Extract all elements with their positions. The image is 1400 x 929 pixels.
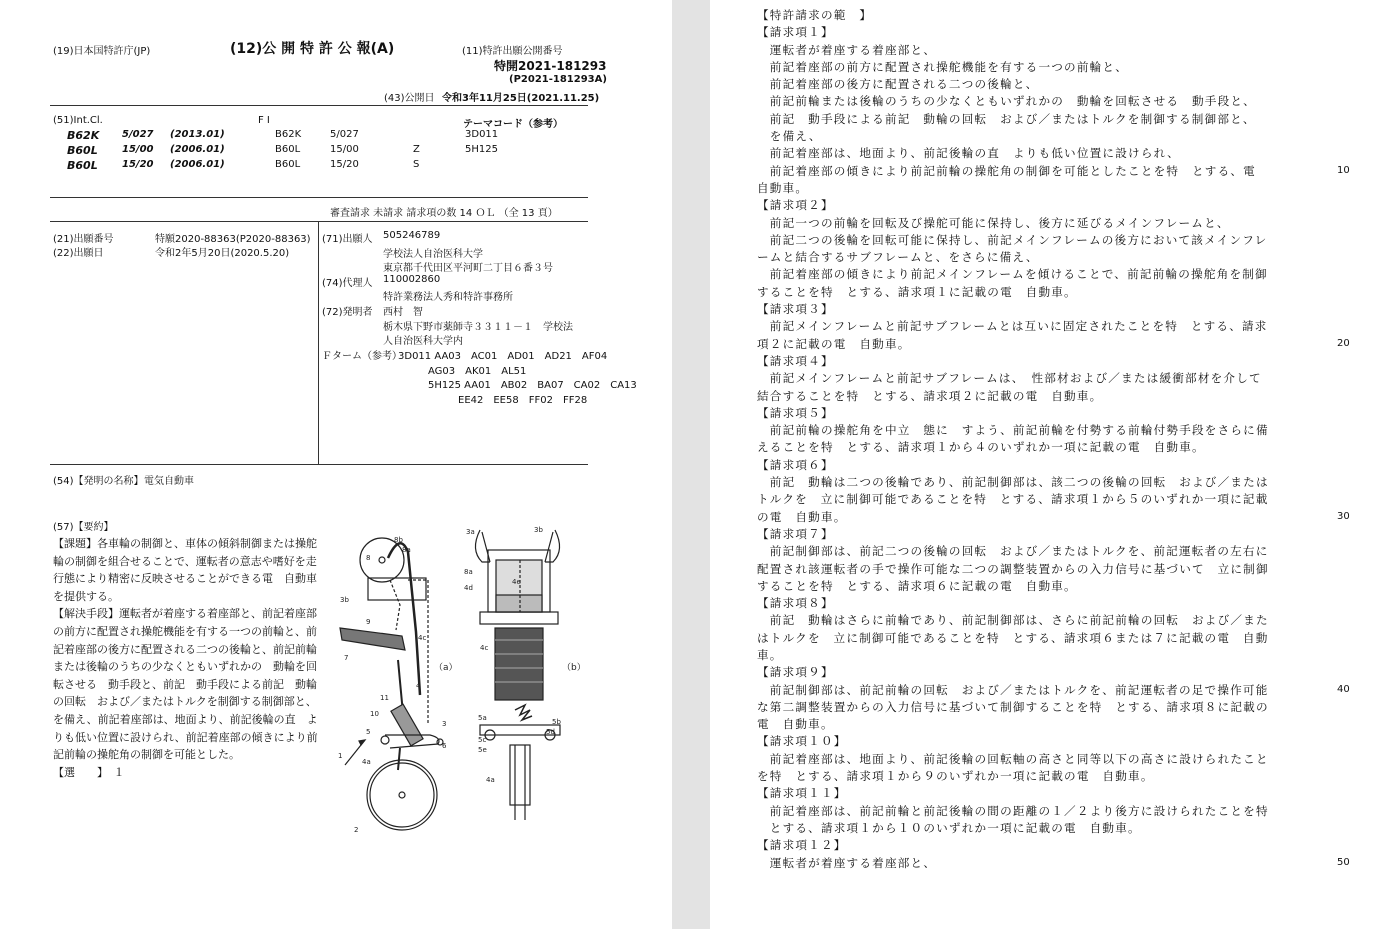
claim-heading: 【請求項１１】 [757,786,847,801]
claim-line: とする、請求項１から１０のいずれか一項に記載の電 自動車。 [757,820,1141,835]
ref-4e: 4e [512,578,521,586]
claim-heading: 【請求項１２】 [757,838,847,853]
ref-9: 9 [366,618,371,626]
claim-line: することを特 とする、請求項６に記載の電 自動車。 [757,578,1077,593]
claim-heading: 【請求項３】 [757,302,834,317]
ref-2: 2 [354,826,359,834]
claim-line: 前記着座部は、前記前輪と前記後輪の間の距離の１／２より後方に設けられたことを特 [757,803,1269,818]
class-theme: 3D011 [465,129,499,140]
claim-line: 前記 動手段による前記 動輪の回転 および／またはトルクを制御する制御部と、 [757,111,1256,126]
class-ipc: B62K [67,129,100,142]
claim-line: 前記前輪または後輪のうちの少なくともいずれかの 動輪を回転させる 動手段と、 [757,94,1256,109]
office-label: (19)日本国特許庁(JP) [53,46,151,57]
claim-heading: 【請求項６】 [757,457,834,472]
claim-line: することを特 とする、請求項１に記載の電 自動車。 [757,284,1077,299]
ref-3a: 3a [466,528,475,536]
title-label: (54)【発明の名称】 [53,476,144,487]
ref-3: 3 [442,720,447,728]
claim-heading: 【請求項８】 [757,596,834,611]
publication-date: 令和3年11月25日(2021.11.25) [442,93,600,104]
claim-line: 前記着座部は、地面より、前記後輪の回転軸の高さと同等以下の高さに設けられたこと [757,751,1269,766]
class-code: Z [413,144,420,155]
ref-8a: 8a [402,546,411,554]
divider [318,221,319,464]
claim-line: 項２に記載の電 自動車。 [757,336,911,351]
ref-6: 6 [442,742,447,750]
abstract-solution: 【解決手段】運転者が着座する着座部と、前記着座部の前方に配置され操舵機能を有する一つの前輪と、前記着座部の後方に配置される二つの後輪と、前記前輪または後輪のうちの少なくともいずれかの 動輪を回転させる 動手段と、前記 動手段による前記 動輪の回転 および／またはトルクを制御する制御部と、を備え、前記着座部は、地面より、前記後輪の直 よりも低い位置に設けられ、前記着座部の傾きにより前記前輪の操舵角の制御を可能とした。 [53,607,318,762]
class-ipc: B60L [67,144,98,157]
representative-drawing [330,520,590,844]
claim-line: 前記前輪の操舵角を中立 態に すよう、前記前輪を付勢する前輪付勢手段をさらに備 [757,423,1269,438]
claim-line: を備え、 [757,129,822,144]
class-sub: 5/027 [122,129,154,140]
class-theme: 5H125 [465,144,498,155]
class-fi: B62K [275,129,302,140]
line-number: 40 [1337,684,1350,695]
claim-line: 前記着座部は、地面より、前記後輪の直 よりも低い位置に設けられ、 [757,146,1180,161]
theme-code-label: テーマコード（参考） [463,119,563,130]
ref-4c: 4c [418,634,427,642]
claim-line: 自動車。 [757,180,809,195]
class-fisub: 15/20 [330,159,359,170]
class-fi: B60L [275,144,301,155]
page-gap [672,0,710,929]
claim-line: 前記制御部は、前記二つの後輪の回転 および／またはトルクを、前記運転者の左右に [757,544,1269,559]
class-ver: (2013.01) [170,129,225,140]
claim-line: 運転者が着座する着座部と、 [757,42,937,57]
fterm-line: 5H125 AA01 AB02 BA07 CA02 CA13 [398,380,637,392]
claim-line: を特 とする、請求項１から９のいずれか一項に記載の電 自動車。 [757,769,1154,784]
claim-line: 前記制御部は、前記前輪の回転 および／またはトルクを、前記運転者の足で操作可能 [757,682,1269,697]
fi-label: F I [258,115,270,126]
biblio-value: 505246789 [383,230,441,241]
divider [50,464,588,465]
claim-line: 前記メインフレームと前記サブフレームは、 性部材および／または緩衝部材を介して [757,371,1262,386]
claim-heading: 【請求項５】 [757,405,834,420]
ref-5e: 5e [478,746,487,754]
class-fisub: 5/027 [330,129,359,140]
claim-line: 前記一つの前輪を回転及び操舵可能に保持し、後方に延びるメインフレームと、 [757,215,1230,230]
claim-line: 電 自動車。 [757,717,834,732]
fterm-label: Ｆターム（参考） [322,351,402,362]
claim-line: 前記着座部の前方に配置され操舵機能を有する一つの前輪と、 [757,59,1129,74]
claim-line: な第二調整装置からの入力信号に基づいて制御することを特 とする、請求項８に記載の [757,699,1269,714]
class-ipc: B60L [67,159,98,172]
filing-date-label: (22)出願日 [53,248,104,259]
ref-4a-front: 4a [486,776,495,784]
ref-11: 11 [380,694,389,702]
pubno-label: (11)特許出願公開番号 [462,46,563,57]
ref-5a: 5a [478,714,487,722]
claim-line: ームと結合するサブフレームと、をさらに備え、 [757,250,1039,265]
ref-5d: 5d [546,728,555,736]
ref-4: 4 [416,682,421,690]
filing-date: 令和2年5月20日(2020.5.20) [155,248,290,259]
figure-label-b: （b） [562,663,586,673]
claim-heading: 【請求項７】 [757,526,834,541]
publication-number-alt: (P2021-181293A) [509,74,607,85]
line-number: 50 [1337,857,1350,868]
abstract-text [53,535,323,781]
ref-10: 10 [370,710,379,718]
figure-label-a: （a） [434,663,458,673]
claim-line: 前記二つの後輪を回転可能に保持し、前記メインフレームの後方において該メインフレ [757,232,1268,247]
claim-heading: 【請求項９】 [757,665,834,680]
claim-line: 前記着座部の後方に配置される二つの後輪と、 [757,77,1039,92]
pubdate-label: (43)公開日 [384,93,435,104]
claim-line: はトルクを 立に制御可能であることを特 とする、請求項６または７に記載の電 自動 [757,630,1269,645]
claim-line: の電 自動車。 [757,509,847,524]
class-fi: B60L [275,159,301,170]
biblio-label: (72)発明者 [322,307,373,318]
claim-heading: 【請求項２】 [757,198,834,213]
class-fisub: 15/00 [330,144,359,155]
claim-heading: 【請求項４】 [757,353,834,368]
ref-5b: 5b [552,718,561,726]
claim-line: 車。 [757,647,783,662]
claim-line: 前記メインフレームと前記サブフレームとは互いに固定されたことを特 とする、請求 [757,319,1268,334]
biblio-value: 110002860 [383,273,441,285]
claim-line: 前記着座部の傾きにより前記前輪の操舵角の制御を可能としたことを特 とする、電 [757,163,1256,178]
class-code: S [413,159,420,170]
abstract-selected-figure: 【選 】 １ [53,765,125,779]
divider [50,105,588,106]
biblio-label: (74)代理人 [322,277,373,289]
class-sub: 15/00 [122,144,154,155]
publication-kind: (12)公 開 特 許 公 報(A) [230,41,395,57]
ref-3b-front: 3b [534,526,543,534]
publication-number: 特開2021-181293 [494,59,607,73]
claim-line: えることを特 とする、請求項１から４のいずれか一項に記載の電 自動車。 [757,440,1205,455]
biblio-value: 東京都千代田区平河町二丁目６番３号 [383,263,553,275]
claims-text [757,7,1305,872]
fterm-line: 3D011 AA03 AC01 AD01 AD21 AF04 [398,351,608,362]
biblio-value: 学校法人自治医科大学 [383,248,483,260]
biblio-value: 人自治医科大学内 [383,336,463,348]
application-number: 特願2020-88363(P2020-88363) [155,234,311,245]
claim-line: 運転者が着座する着座部と、 [757,855,937,870]
claim-line: トルクを 立に制御可能であることを特 とする、請求項１から５のいずれか一項に記載 [757,492,1269,507]
invention-title: 電気自動車 [144,476,194,487]
examination-status: 審査請求 未請求 請求項の数 14 ＯＬ （全 13 頁） [330,208,558,219]
line-number: 30 [1337,511,1350,522]
line-number: 20 [1337,338,1350,349]
ref-4c-front: 4c [480,644,489,652]
claim-line: 前記着座部の傾きにより前記メインフレームを傾けることで、前記前輪の操舵角を制御 [757,267,1268,282]
ref-8b: 8b [394,536,403,544]
biblio-value: 西村 智 [383,307,423,318]
ref-8: 8 [366,554,371,562]
intcl-label: (51)Int.Cl. [53,115,103,126]
line-number: 10 [1337,165,1350,176]
ref-3b: 3b [340,596,349,604]
front-wheel [367,760,437,830]
application-number-label: (21)出願番号 [53,234,114,245]
ref-4a: 4a [362,758,371,766]
ref-4d: 4d [464,584,473,592]
divider [50,221,588,222]
claim-heading: 【請求項１】 [757,25,834,40]
class-ver: (2006.01) [170,159,225,170]
claim-heading: 【請求項１０】 [757,734,847,749]
class-ver: (2006.01) [170,144,225,155]
claim-line: 前記 動輪はさらに前輪であり、前記制御部は、さらに前記前輪の回転 および／また [757,613,1269,628]
claim-line: 結合することを特 とする、請求項２に記載の電 自動車。 [757,388,1103,403]
biblio-value: 特許業務法人秀和特許事務所 [383,292,513,304]
ref-1: 1 [338,752,343,760]
claim-heading: 【特許請求の範 】 [757,8,873,22]
ref-7: 7 [344,654,349,662]
abstract-problem: 【課題】各車輪の制御と、車体の傾斜制御または操舵輪の制御を組合せることで、運転者の意志や嗜好を走行態により精密に反映させることができる電 自動車を提供する。 [53,537,317,603]
ref-5c: 5c [478,736,487,744]
fterm-line: EE42 EE58 FF02 FF28 [398,394,588,406]
fterm-line: AG03 AK01 AL51 [398,365,527,377]
claim-line: 前記 動輪は二つの後輪であり、前記制御部は、該二つの後輪の回転 および／または [757,475,1269,490]
ref-8a-front: 8a [464,568,473,576]
class-sub: 15/20 [122,159,154,170]
biblio-value: 栃木県下野市薬師寺３３１１－１ 学校法 [383,321,573,333]
vehicle-drawing-svg [330,520,590,840]
claim-line: 配置され該運転者の手で操作可能な二つの調整装置からの入力信号に基づいて 立に制御 [757,561,1269,576]
divider [50,197,588,198]
abstract-label: (57)【要約】 [53,522,114,533]
biblio-label: (71)出願人 [322,234,373,245]
ref-5: 5 [366,728,371,736]
